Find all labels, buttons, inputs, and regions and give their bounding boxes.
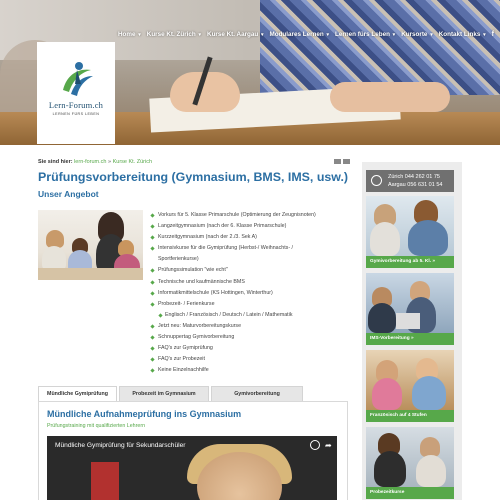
language-switcher	[334, 159, 350, 164]
page-title: Prüfungsvorbereitung (Gymnasium, BMS, IMS, usw.)	[38, 170, 349, 184]
nav-item-kurse-aargau[interactable]: Kurse Kt. Aargau ▾	[207, 31, 264, 38]
card-label[interactable]: Gymivorbereitung ab 5. Kl. »	[366, 256, 454, 268]
main-nav	[118, 28, 500, 41]
contact-aargau[interactable]: Aargau 056 631 01 54	[388, 182, 443, 188]
flag-en-icon[interactable]	[343, 159, 350, 164]
classroom-photo	[38, 210, 143, 280]
list-item[interactable]: Schnuppertag Gymivorbereitung	[151, 332, 351, 343]
breadcrumb-current-link[interactable]: Kurse Kt. Zürich	[112, 159, 153, 165]
list-item[interactable]: FAQ's zur Probezeit	[151, 354, 351, 365]
list-item[interactable]: Probezeit- / Ferienkurse	[151, 299, 351, 310]
nav-item-modulares-lernen[interactable]: Modulares Lernen ▾	[269, 31, 329, 38]
chevron-down-icon: ▾	[198, 32, 202, 38]
list-subitem[interactable]: Englisch / Französisch / Deutsch / Latein / Mathematik	[151, 310, 351, 321]
chevron-down-icon: ▾	[430, 32, 433, 38]
card-image	[366, 427, 454, 487]
contact-zurich[interactable]: Zürich 044 262 01 75	[388, 174, 440, 180]
video-book	[91, 462, 119, 500]
video-player[interactable]	[47, 436, 337, 500]
nav-item-kontakt-links[interactable]: Kontakt Links ▾	[438, 31, 486, 38]
list-item[interactable]: Kurzzeitgymnasium (nach der 2./3. Sek A)	[151, 232, 351, 243]
card-image	[366, 350, 454, 410]
panel-subtitle: Prüfungstraining mit qualifizierten Lehrern	[47, 423, 146, 429]
phone-icon	[371, 175, 382, 186]
tab-probezeit-im-gymnasium[interactable]: Probezeit im Gymnasium	[119, 386, 209, 402]
offer-list	[151, 210, 351, 376]
chevron-down-icon: ▾	[138, 32, 141, 38]
nav-item-kursorte[interactable]: Kursorte ▾	[401, 31, 433, 38]
video-title[interactable]: Mündliche Gymiprüfung für Sekundarschüler	[55, 442, 186, 449]
logo-figure-icon	[57, 60, 97, 100]
chevron-down-icon: ▾	[326, 32, 329, 38]
nav-item-kurse-zuerich[interactable]: Kurse Kt. Zürich ▾	[146, 31, 202, 38]
hero-student-shirt	[260, 0, 500, 95]
hero-arm	[330, 82, 450, 112]
card-label[interactable]: Französisch auf 4 Stufen	[366, 410, 454, 422]
card-label[interactable]: Probezeitkurse	[366, 487, 454, 499]
list-item[interactable]: Langzeitgymnasium (nach der 6. Klasse Primarschule)	[151, 221, 351, 232]
logo-name: Lern-Forum.ch	[48, 100, 104, 110]
breadcrumb-home-link[interactable]: lern-forum.ch	[74, 159, 107, 165]
site-logo[interactable]	[37, 42, 115, 144]
share-icon[interactable]: ➦	[325, 441, 332, 450]
card-image	[366, 273, 454, 333]
list-item[interactable]: Jetzt neu: Maturvorbereitungskurse	[151, 321, 351, 332]
list-item[interactable]: FAQ's zur Gymiprüfung	[151, 343, 351, 354]
contact-box[interactable]	[366, 170, 454, 192]
content-tabs	[38, 386, 303, 402]
tab-gymivorbereitung[interactable]: Gymivorbereitung	[211, 386, 303, 402]
list-item[interactable]: Informatikmittelschule (KS Hottingen, Winterthur)	[151, 288, 351, 299]
chevron-down-icon: ▾	[392, 32, 396, 38]
page-subtitle: Unser Angebot	[38, 189, 99, 199]
list-item[interactable]: Technische und kaufmännische BMS	[151, 277, 351, 288]
facebook-icon[interactable]: f	[491, 31, 494, 38]
list-item[interactable]: Vorkurs für 5. Klasse Primarschule (Optimierung der Zeugnisnoten)	[151, 210, 351, 221]
logo-tagline: LERNEN FÜRS LEBEN	[52, 112, 100, 116]
nav-item-lernen-fuers-leben[interactable]: Lernen fürs Leben ▾	[334, 31, 396, 38]
flag-de-icon[interactable]	[334, 159, 341, 164]
breadcrumb: Sie sind hier: lern-forum.ch » Kurse Kt. Zürich	[38, 159, 153, 165]
panel-title: Mündliche Aufnahmeprüfung ins Gymnasium	[47, 409, 242, 419]
card-label[interactable]: IMS-Vorbereitung »	[366, 333, 454, 345]
list-item[interactable]: Intensivkurse für die Gymiprüfung (Herbst-/ Weihnachts- /	[151, 243, 351, 254]
chevron-down-icon: ▾	[483, 32, 486, 38]
list-item-continuation[interactable]: Sportferienkurse)	[158, 256, 199, 263]
list-item[interactable]: Keine Einzelnachhilfe	[151, 365, 351, 376]
chevron-down-icon: ▾	[260, 32, 264, 38]
nav-item-home[interactable]: Home ▾	[118, 31, 141, 38]
tab-muendliche-gymipruefung[interactable]: Mündliche Gymiprüfung	[38, 386, 117, 402]
photo-desk	[38, 268, 143, 280]
card-image	[366, 196, 454, 256]
watch-later-icon[interactable]	[310, 440, 320, 450]
list-item[interactable]: Prüfungssimulation "wie echt"	[151, 265, 351, 276]
